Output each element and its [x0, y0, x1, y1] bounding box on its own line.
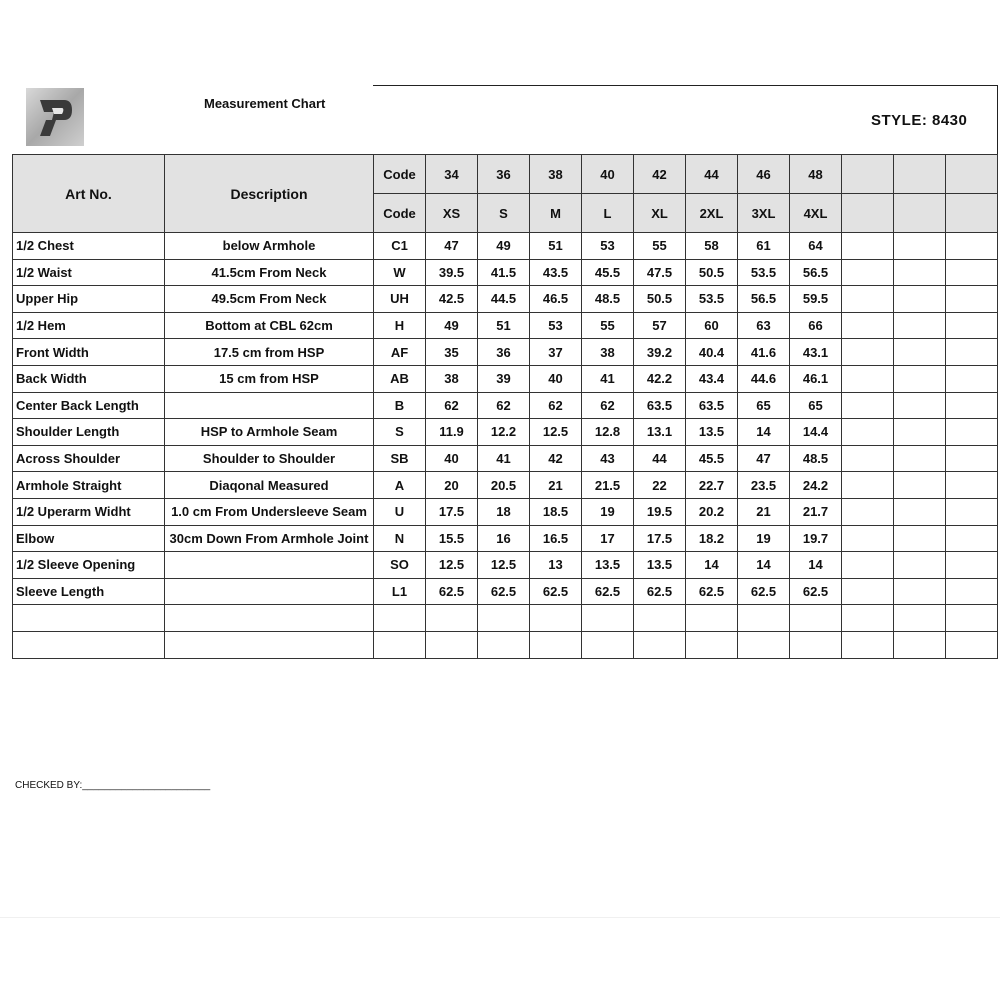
blank-header-cell: [946, 155, 998, 194]
measurement-value-cell: [634, 605, 686, 632]
measurement-value-cell: 38: [582, 339, 634, 366]
measurement-value-cell: [790, 631, 842, 658]
blank-cell: [894, 578, 946, 605]
table-row: [13, 472, 998, 499]
description-cell: 41.5cm From Neck: [165, 259, 374, 286]
measurement-value-cell: 14: [686, 552, 738, 579]
table-row: [13, 259, 998, 286]
measurement-value-cell: 40: [530, 365, 582, 392]
measurement-value-cell: 21.7: [790, 498, 842, 525]
measurement-value-cell: 14: [738, 419, 790, 446]
code-cell: [374, 631, 426, 658]
measurement-value-cell: 62.5: [686, 578, 738, 605]
measurement-value-cell: 14: [790, 552, 842, 579]
measurement-value-cell: 44: [634, 445, 686, 472]
table-row: [13, 312, 998, 339]
measurement-value-cell: 12.5: [530, 419, 582, 446]
blank-cell: [842, 552, 894, 579]
measurement-value-cell: [530, 631, 582, 658]
art-no-cell: [13, 605, 165, 632]
header-row-sizes: [13, 155, 998, 194]
measurement-value-cell: 42.2: [634, 365, 686, 392]
size-number-cell: 42: [634, 155, 686, 194]
code-cell: L1: [374, 578, 426, 605]
measurement-value-cell: 50.5: [686, 259, 738, 286]
table-row: [13, 578, 998, 605]
measurement-value-cell: 11.9: [426, 419, 478, 446]
code-cell: B: [374, 392, 426, 419]
measurement-value-cell: 18.2: [686, 525, 738, 552]
blank-cell: [894, 312, 946, 339]
measurement-value-cell: 24.2: [790, 472, 842, 499]
page-title: Measurement Chart: [204, 96, 326, 111]
blank-cell: [842, 392, 894, 419]
measurement-value-cell: 43.5: [530, 259, 582, 286]
description-cell: [165, 552, 374, 579]
measurement-value-cell: [686, 631, 738, 658]
measurement-value-cell: 14.4: [790, 419, 842, 446]
blank-cell: [946, 552, 998, 579]
art-no-cell: Shoulder Length: [13, 419, 165, 446]
blank-cell: [842, 419, 894, 446]
measurement-value-cell: [790, 605, 842, 632]
measurement-value-cell: 40: [426, 445, 478, 472]
blank-cell: [894, 233, 946, 260]
measurement-value-cell: 53.5: [686, 286, 738, 313]
measurement-value-cell: 42: [530, 445, 582, 472]
p-logo-graphic: [26, 88, 84, 146]
measurement-value-cell: 56.5: [790, 259, 842, 286]
measurement-value-cell: 18.5: [530, 498, 582, 525]
blank-cell: [946, 419, 998, 446]
measurement-value-cell: 20: [426, 472, 478, 499]
measurement-value-cell: 41.6: [738, 339, 790, 366]
measurement-value-cell: 23.5: [738, 472, 790, 499]
blank-cell: [946, 498, 998, 525]
blank-cell: [842, 233, 894, 260]
description-cell: Diaqonal Measured: [165, 472, 374, 499]
table-row: [13, 365, 998, 392]
measurement-table: [12, 154, 998, 659]
code-cell: U: [374, 498, 426, 525]
code-cell: UH: [374, 286, 426, 313]
blank-cell: [894, 419, 946, 446]
measurement-value-cell: 13.5: [582, 552, 634, 579]
code-cell: C1: [374, 233, 426, 260]
table-row: [13, 286, 998, 313]
table-row: [13, 392, 998, 419]
blank-cell: [946, 392, 998, 419]
art-no-cell: [13, 631, 165, 658]
description-cell: 49.5cm From Neck: [165, 286, 374, 313]
measurement-value-cell: 44.5: [478, 286, 530, 313]
measurement-value-cell: 39.5: [426, 259, 478, 286]
measurement-value-cell: 16.5: [530, 525, 582, 552]
blank-cell: [842, 525, 894, 552]
code-cell: AF: [374, 339, 426, 366]
measurement-value-cell: 47: [738, 445, 790, 472]
size-letter-cell: XS: [426, 194, 478, 233]
measurement-value-cell: 58: [686, 233, 738, 260]
measurement-value-cell: 49: [426, 312, 478, 339]
measurement-value-cell: 55: [582, 312, 634, 339]
description-cell: 17.5 cm from HSP: [165, 339, 374, 366]
description-cell: 1.0 cm From Undersleeve Seam: [165, 498, 374, 525]
measurement-value-cell: 46.5: [530, 286, 582, 313]
blank-cell: [842, 445, 894, 472]
blank-cell: [842, 472, 894, 499]
art-no-cell: 1/2 Waist: [13, 259, 165, 286]
measurement-value-cell: 42.5: [426, 286, 478, 313]
code-cell: [374, 605, 426, 632]
measurement-value-cell: [738, 605, 790, 632]
measurement-value-cell: 19: [738, 525, 790, 552]
size-number-cell: 34: [426, 155, 478, 194]
table-row: [13, 233, 998, 260]
description-header: Description: [165, 155, 374, 233]
measurement-value-cell: 48.5: [790, 445, 842, 472]
measurement-value-cell: 12.5: [478, 552, 530, 579]
measurement-value-cell: 56.5: [738, 286, 790, 313]
blank-cell: [894, 498, 946, 525]
code-cell: SO: [374, 552, 426, 579]
measurement-value-cell: 13.1: [634, 419, 686, 446]
measurement-value-cell: 17.5: [426, 498, 478, 525]
measurement-value-cell: 57: [634, 312, 686, 339]
measurement-value-cell: 16: [478, 525, 530, 552]
art-no-cell: Sleeve Length: [13, 578, 165, 605]
code-cell: SB: [374, 445, 426, 472]
measurement-value-cell: [478, 605, 530, 632]
size-number-cell: 38: [530, 155, 582, 194]
header-rule: [373, 85, 998, 86]
blank-cell: [946, 578, 998, 605]
measurement-value-cell: 63.5: [634, 392, 686, 419]
art-no-cell: Front Width: [13, 339, 165, 366]
blank-cell: [946, 365, 998, 392]
measurement-value-cell: 62.5: [582, 578, 634, 605]
measurement-value-cell: [530, 605, 582, 632]
measurement-value-cell: 66: [790, 312, 842, 339]
measurement-value-cell: 43: [582, 445, 634, 472]
measurement-value-cell: 47: [426, 233, 478, 260]
measurement-value-cell: 44.6: [738, 365, 790, 392]
measurement-value-cell: 13.5: [634, 552, 686, 579]
table-row: [13, 605, 998, 632]
size-letter-cell: 3XL: [738, 194, 790, 233]
blank-cell: [894, 445, 946, 472]
blank-cell: [894, 259, 946, 286]
measurement-value-cell: 45.5: [686, 445, 738, 472]
art-no-cell: 1/2 Uperarm Widht: [13, 498, 165, 525]
code-cell: W: [374, 259, 426, 286]
description-cell: [165, 578, 374, 605]
measurement-value-cell: 48.5: [582, 286, 634, 313]
measurement-value-cell: 13.5: [686, 419, 738, 446]
table-row: [13, 419, 998, 446]
measurement-value-cell: 51: [478, 312, 530, 339]
art-no-cell: Center Back Length: [13, 392, 165, 419]
blank-header-cell: [894, 194, 946, 233]
blank-header-cell: [894, 155, 946, 194]
blank-cell: [946, 339, 998, 366]
art-no-cell: Upper Hip: [13, 286, 165, 313]
measurement-value-cell: 17: [582, 525, 634, 552]
measurement-value-cell: 12.8: [582, 419, 634, 446]
measurement-value-cell: 62.5: [530, 578, 582, 605]
measurement-value-cell: 22: [634, 472, 686, 499]
blank-cell: [842, 365, 894, 392]
art-no-cell: Elbow: [13, 525, 165, 552]
blank-cell: [842, 631, 894, 658]
style-number: STYLE: 8430: [871, 112, 968, 129]
blank-cell: [842, 339, 894, 366]
measurement-value-cell: 13: [530, 552, 582, 579]
measurement-value-cell: 19.7: [790, 525, 842, 552]
measurement-value-cell: 20.5: [478, 472, 530, 499]
description-cell: Bottom at CBL 62cm: [165, 312, 374, 339]
blank-cell: [894, 472, 946, 499]
blank-cell: [946, 233, 998, 260]
blank-cell: [946, 286, 998, 313]
measurement-value-cell: 61: [738, 233, 790, 260]
measurement-value-cell: 62: [530, 392, 582, 419]
measurement-value-cell: 39: [478, 365, 530, 392]
measurement-value-cell: 65: [738, 392, 790, 419]
measurement-value-cell: 62.5: [426, 578, 478, 605]
size-number-cell: 48: [790, 155, 842, 194]
blank-cell: [894, 392, 946, 419]
size-number-cell: 40: [582, 155, 634, 194]
measurement-value-cell: 55: [634, 233, 686, 260]
code-cell: A: [374, 472, 426, 499]
size-number-cell: 36: [478, 155, 530, 194]
blank-cell: [946, 472, 998, 499]
measurement-value-cell: 65: [790, 392, 842, 419]
measurement-value-cell: [582, 631, 634, 658]
measurement-value-cell: 12.2: [478, 419, 530, 446]
blank-cell: [894, 605, 946, 632]
measurement-value-cell: 50.5: [634, 286, 686, 313]
checked-by-signature-line: CHECKED BY:_______________________: [15, 780, 211, 791]
blank-cell: [842, 498, 894, 525]
art-no-cell: Across Shoulder: [13, 445, 165, 472]
measurement-value-cell: 38: [426, 365, 478, 392]
description-cell: Shoulder to Shoulder: [165, 445, 374, 472]
code-cell: AB: [374, 365, 426, 392]
table-row: [13, 631, 998, 658]
blank-cell: [842, 312, 894, 339]
measurement-value-cell: 36: [478, 339, 530, 366]
measurement-value-cell: 41.5: [478, 259, 530, 286]
measurement-value-cell: [426, 631, 478, 658]
art-no-cell: Back Width: [13, 365, 165, 392]
blank-header-cell: [842, 194, 894, 233]
measurement-value-cell: 63: [738, 312, 790, 339]
measurement-value-cell: 51: [530, 233, 582, 260]
p-logo-icon: [26, 88, 84, 146]
measurement-value-cell: 12.5: [426, 552, 478, 579]
description-cell: 30cm Down From Armhole Joint: [165, 525, 374, 552]
measurement-value-cell: 21.5: [582, 472, 634, 499]
blank-header-cell: [946, 194, 998, 233]
measurement-value-cell: 60: [686, 312, 738, 339]
measurement-value-cell: [478, 631, 530, 658]
page-bottom-rule: [0, 917, 1000, 918]
measurement-value-cell: 62.5: [738, 578, 790, 605]
blank-cell: [946, 631, 998, 658]
measurement-value-cell: 41: [582, 365, 634, 392]
measurement-value-cell: 15.5: [426, 525, 478, 552]
measurement-value-cell: 18: [478, 498, 530, 525]
measurement-value-cell: 21: [530, 472, 582, 499]
blank-cell: [842, 578, 894, 605]
description-cell: [165, 605, 374, 632]
measurement-value-cell: 62.5: [478, 578, 530, 605]
art-no-cell: Armhole Straight: [13, 472, 165, 499]
measurement-value-cell: 14: [738, 552, 790, 579]
header-rule-right: [997, 85, 998, 155]
measurement-value-cell: 53.5: [738, 259, 790, 286]
measurement-value-cell: [686, 605, 738, 632]
description-cell: [165, 631, 374, 658]
art-no-cell: 1/2 Chest: [13, 233, 165, 260]
size-number-cell: 46: [738, 155, 790, 194]
measurement-value-cell: 63.5: [686, 392, 738, 419]
blank-cell: [894, 552, 946, 579]
blank-cell: [894, 365, 946, 392]
blank-cell: [842, 605, 894, 632]
description-cell: 15 cm from HSP: [165, 365, 374, 392]
table-row: [13, 445, 998, 472]
measurement-value-cell: 45.5: [582, 259, 634, 286]
table-row: [13, 498, 998, 525]
measurement-value-cell: 59.5: [790, 286, 842, 313]
measurement-value-cell: 19: [582, 498, 634, 525]
measurement-value-cell: 17.5: [634, 525, 686, 552]
measurement-value-cell: 40.4: [686, 339, 738, 366]
measurement-value-cell: 53: [582, 233, 634, 260]
blank-cell: [946, 605, 998, 632]
measurement-value-cell: 39.2: [634, 339, 686, 366]
measurement-value-cell: 19.5: [634, 498, 686, 525]
description-cell: below Armhole: [165, 233, 374, 260]
measurement-value-cell: 20.2: [686, 498, 738, 525]
measurement-value-cell: 22.7: [686, 472, 738, 499]
size-number-cell: 44: [686, 155, 738, 194]
measurement-value-cell: 43.1: [790, 339, 842, 366]
measurement-value-cell: 62: [582, 392, 634, 419]
art-no-header: Art No.: [13, 155, 165, 233]
measurement-value-cell: [738, 631, 790, 658]
code-cell: H: [374, 312, 426, 339]
description-cell: [165, 392, 374, 419]
size-letter-cell: S: [478, 194, 530, 233]
blank-cell: [946, 259, 998, 286]
blank-cell: [894, 286, 946, 313]
description-cell: HSP to Armhole Seam: [165, 419, 374, 446]
code-cell: S: [374, 419, 426, 446]
measurement-value-cell: [634, 631, 686, 658]
size-letter-cell: 4XL: [790, 194, 842, 233]
size-letter-cell: M: [530, 194, 582, 233]
blank-cell: [894, 339, 946, 366]
measurement-value-cell: 49: [478, 233, 530, 260]
blank-cell: [946, 445, 998, 472]
measurement-value-cell: 41: [478, 445, 530, 472]
measurement-value-cell: 47.5: [634, 259, 686, 286]
measurement-value-cell: 37: [530, 339, 582, 366]
size-letter-cell: XL: [634, 194, 686, 233]
blank-cell: [842, 259, 894, 286]
table-row: [13, 552, 998, 579]
measurement-value-cell: [582, 605, 634, 632]
blank-cell: [946, 525, 998, 552]
measurement-value-cell: [426, 605, 478, 632]
size-letter-cell: 2XL: [686, 194, 738, 233]
code-cell: N: [374, 525, 426, 552]
blank-header-cell: [842, 155, 894, 194]
measurement-value-cell: 43.4: [686, 365, 738, 392]
measurement-value-cell: 21: [738, 498, 790, 525]
measurement-value-cell: 35: [426, 339, 478, 366]
size-letter-cell: L: [582, 194, 634, 233]
code-header: Code: [374, 155, 426, 194]
measurement-value-cell: 62.5: [634, 578, 686, 605]
art-no-cell: 1/2 Hem: [13, 312, 165, 339]
blank-cell: [894, 525, 946, 552]
art-no-cell: 1/2 Sleeve Opening: [13, 552, 165, 579]
blank-cell: [842, 286, 894, 313]
measurement-value-cell: 46.1: [790, 365, 842, 392]
measurement-value-cell: 62: [426, 392, 478, 419]
measurement-value-cell: 62: [478, 392, 530, 419]
measurement-value-cell: 62.5: [790, 578, 842, 605]
blank-cell: [946, 312, 998, 339]
table-row: [13, 339, 998, 366]
measurement-value-cell: 64: [790, 233, 842, 260]
measurement-value-cell: 53: [530, 312, 582, 339]
blank-cell: [894, 631, 946, 658]
table-row: [13, 525, 998, 552]
code-header: Code: [374, 194, 426, 233]
